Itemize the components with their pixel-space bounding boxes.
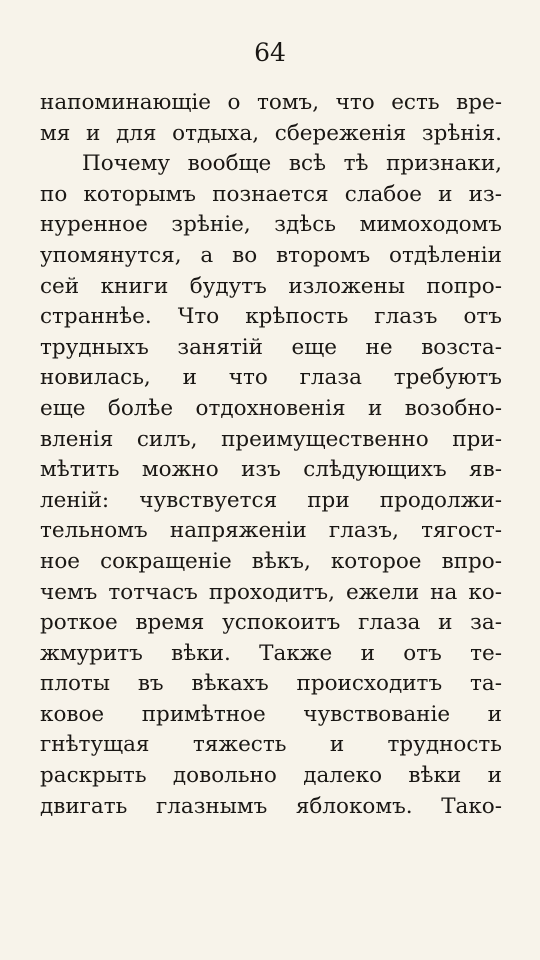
text-line: по которымъ познается слабое и из- [40,181,502,207]
text-line: страннѣе. Что крѣпость глазъ отъ [40,304,502,330]
text-line: мѣтить можно изъ слѣдующихъ яв- [40,457,502,483]
text-line: нуренное зрѣніе, здѣсь мимоходомъ [40,212,502,238]
text-line: ковое примѣтное чувствованіе и [40,701,502,727]
text-line: роткое время успокоитъ глаза и за- [40,610,502,636]
text-line: раскрыть довольно далеко вѣки и [40,763,502,789]
text-line: мя и для отдыха, сбереженія зрѣнія. [40,120,502,146]
text-line-paragraph-start: Почему вообще всѣ тѣ признаки, [82,151,502,177]
text-line: напоминающіе о томъ, что есть вре- [40,90,502,115]
text-line: жмуритъ вѣки. Также и отъ те- [40,640,502,666]
text-line: леній: чувствуется при продолжи- [40,487,502,513]
text-line: двигать глазнымъ яблокомъ. Тако- [40,793,502,819]
text-line: новилась, и что глаза требуютъ [40,365,502,391]
text-line: трудныхъ занятій еще не возста- [40,334,502,360]
text-line: вленія силъ, преимущественно при- [40,426,502,452]
text-line: тельномъ напряженіи глазъ, тягост- [40,518,502,544]
text-line: еще болѣе отдохновенія и возобно- [40,395,502,421]
text-line: ное сокращеніе вѣкъ, которое впро- [40,548,502,574]
text-line: сей книги будутъ изложены попро- [40,273,502,299]
body-text [40,88,502,822]
page-number: 64 [254,38,286,67]
text-line: плоты въ вѣкахъ происходитъ та- [40,671,502,697]
text-line: чемъ тотчасъ проходитъ, ежели на ко- [40,579,502,605]
text-line: упомянутся, а во второмъ отдѣленіи [40,242,502,268]
text-line: гнѣтущая тяжесть и трудность [40,732,502,758]
